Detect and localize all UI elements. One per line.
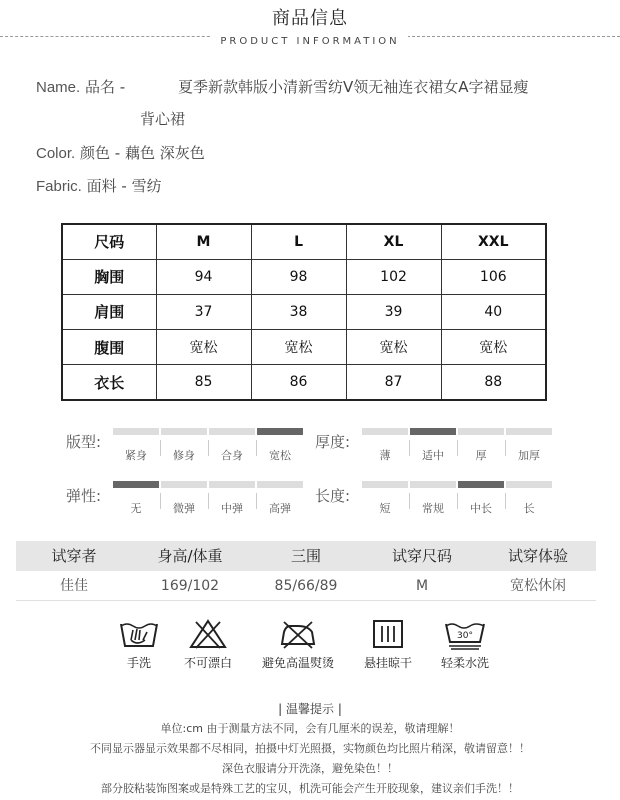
length-scale-segment: [362, 481, 408, 488]
tryon-header-cell: 试穿者: [51, 547, 97, 565]
thickness-scale-segment: [458, 428, 504, 435]
stretch-scale-option: 中弹: [221, 502, 243, 515]
notice-title: | 温馨提示 |: [278, 702, 342, 716]
thickness-scale-option: 加厚: [518, 449, 540, 462]
stretch-scale-option: 无: [130, 502, 142, 515]
fit-scale-option: 宽松: [269, 449, 291, 462]
tryon-header-cell: 试穿体验: [507, 547, 568, 565]
length-scale-label: 长度:: [315, 487, 351, 505]
tryon-cell: M: [415, 578, 429, 594]
fabric-label-en: Fabric.: [36, 178, 82, 195]
hand-wash-icon: [119, 618, 159, 650]
fit-scale-segment: [209, 428, 255, 435]
table-cell: 宽松: [156, 330, 251, 365]
fit-scale-segment: [113, 428, 159, 435]
fit-scale-segment: [257, 428, 303, 435]
row-label: 衣长: [62, 365, 156, 400]
length-scale-option: 中长: [470, 502, 492, 515]
color-label-en: Color.: [36, 145, 76, 162]
tryon-table-header: [16, 541, 596, 571]
no-bleach-icon: [188, 618, 228, 650]
stretch-scale-segment: [257, 481, 303, 488]
row-label: 腹围: [62, 330, 156, 365]
fit-scale-option: 合身: [221, 449, 243, 462]
gentle-wash-30-icon: [443, 618, 487, 650]
size-header-cell: XXL: [441, 224, 546, 259]
size-header-cell: 尺码: [62, 224, 156, 259]
row-label: 肩围: [62, 294, 156, 329]
thickness-scale-option: 适中: [422, 449, 444, 462]
care-label: 悬挂晾干: [363, 656, 412, 670]
table-cell: 40: [441, 294, 546, 329]
table-cell: 88: [441, 365, 546, 400]
color-label: [36, 142, 205, 163]
name-value-line-1: 夏季新款韩版小清新雪纺V领无袖连衣裙女A字裙显瘦: [178, 78, 529, 96]
stretch-scale-segment: [161, 481, 207, 488]
no-high-temp-iron-icon: [278, 618, 318, 650]
notice-line: 不同显示器显示效果都不尽相同，拍摄中灯光照摄，实物颜色均比照片稍深，敬请留意！！: [90, 742, 530, 755]
size-table: [61, 223, 547, 401]
size-header-cell: XL: [346, 224, 441, 259]
length-scale-segment: [410, 481, 456, 488]
length-scale-segment: [458, 481, 504, 488]
table-cell: 85: [156, 365, 251, 400]
row-label: 胸围: [62, 259, 156, 294]
table-cell: 94: [156, 259, 251, 294]
fabric-value: 雪纺: [131, 177, 162, 195]
stretch-scale-option: 高弹: [269, 502, 291, 515]
table-cell: 98: [251, 259, 346, 294]
fit-scale-option: 修身: [173, 449, 195, 462]
care-gentle-wash-30: [420, 618, 510, 671]
table-cell: 38: [251, 294, 346, 329]
tryon-cell: 佳佳: [60, 578, 88, 594]
table-row: [62, 330, 546, 365]
hang-dry-icon: [368, 618, 408, 650]
tryon-header-cell: 试穿尺码: [391, 547, 452, 565]
thickness-scale-label: 厚度:: [315, 433, 351, 451]
notice-line: 部分胶粘装饰图案或是特殊工艺的宝贝，机洗可能会产生开胶现象，建议亲们手洗！！: [101, 782, 519, 795]
table-cell: 106: [441, 259, 546, 294]
table-cell: 86: [251, 365, 346, 400]
fit-scale-label: 版型:: [66, 433, 102, 451]
length-scale-option: 长: [523, 502, 535, 515]
table-cell: 宽松: [441, 330, 546, 365]
page-title: 商品信息: [272, 8, 348, 29]
tryon-table-row: [16, 571, 596, 601]
name-value-line-2: 背心裙: [140, 110, 186, 128]
stretch-scale-segment: [209, 481, 255, 488]
thickness-scale-segment: [362, 428, 408, 435]
care-label: 避免高温熨烫: [261, 656, 334, 670]
size-table-header-row: [62, 224, 546, 259]
thickness-scale-segment: [506, 428, 552, 435]
table-row: [62, 294, 546, 329]
table-cell: 39: [346, 294, 441, 329]
fit-scale-segment: [161, 428, 207, 435]
tryon-cell: 宽松休闲: [510, 578, 566, 594]
thickness-scale-option: 厚: [475, 449, 487, 462]
tryon-header-cell: 身高/体重: [157, 547, 223, 565]
color-label-cn: 颜色 -: [79, 144, 121, 162]
care-label: 不可漂白: [183, 656, 232, 670]
notice-line: 深色衣服请分开洗涤，避免染色！！: [222, 762, 398, 775]
thickness-scale-option: 薄: [379, 449, 391, 462]
page-subtitle-text: PRODUCT INFORMATION: [212, 36, 407, 47]
color-value: 藕色 深灰色: [124, 144, 205, 162]
size-header-cell: M: [156, 224, 251, 259]
notice-line: 单位:cm 由于测量方法不同，会有几厘米的误差，敬请理解！: [160, 722, 460, 735]
wash-temp-text: 30°: [457, 631, 473, 641]
fabric-label-cn: 面料 -: [86, 177, 127, 195]
name-label-cn: 品名 -: [84, 78, 126, 96]
table-cell: 宽松: [251, 330, 346, 365]
care-no-high-temp-iron: [253, 618, 343, 671]
table-row: [62, 259, 546, 294]
size-header-cell: L: [251, 224, 346, 259]
length-scale-option: 常规: [422, 502, 444, 515]
care-no-bleach: [163, 618, 253, 671]
care-label: 手洗: [126, 656, 151, 670]
length-scale-segment: [506, 481, 552, 488]
page-subtitle: [0, 29, 620, 48]
tryon-cell: 85/66/89: [274, 578, 338, 594]
length-scale-option: 短: [379, 502, 391, 515]
table-cell: 87: [346, 365, 441, 400]
thickness-scale-segment: [410, 428, 456, 435]
stretch-scale-label: 弹性:: [66, 487, 102, 505]
tryon-cell: 169/102: [160, 578, 220, 594]
stretch-scale-option: 微弹: [173, 502, 195, 515]
fit-scale-option: 紧身: [125, 449, 147, 462]
table-cell: 37: [156, 294, 251, 329]
table-cell: 102: [346, 259, 441, 294]
care-label: 轻柔水洗: [440, 656, 489, 670]
table-row: [62, 365, 546, 400]
table-cell: 宽松: [346, 330, 441, 365]
stretch-scale-segment: [113, 481, 159, 488]
name-label: [36, 76, 125, 97]
fabric-label: [36, 175, 162, 196]
tryon-header-cell: 三围: [290, 547, 321, 565]
name-label-en: Name.: [36, 79, 81, 96]
